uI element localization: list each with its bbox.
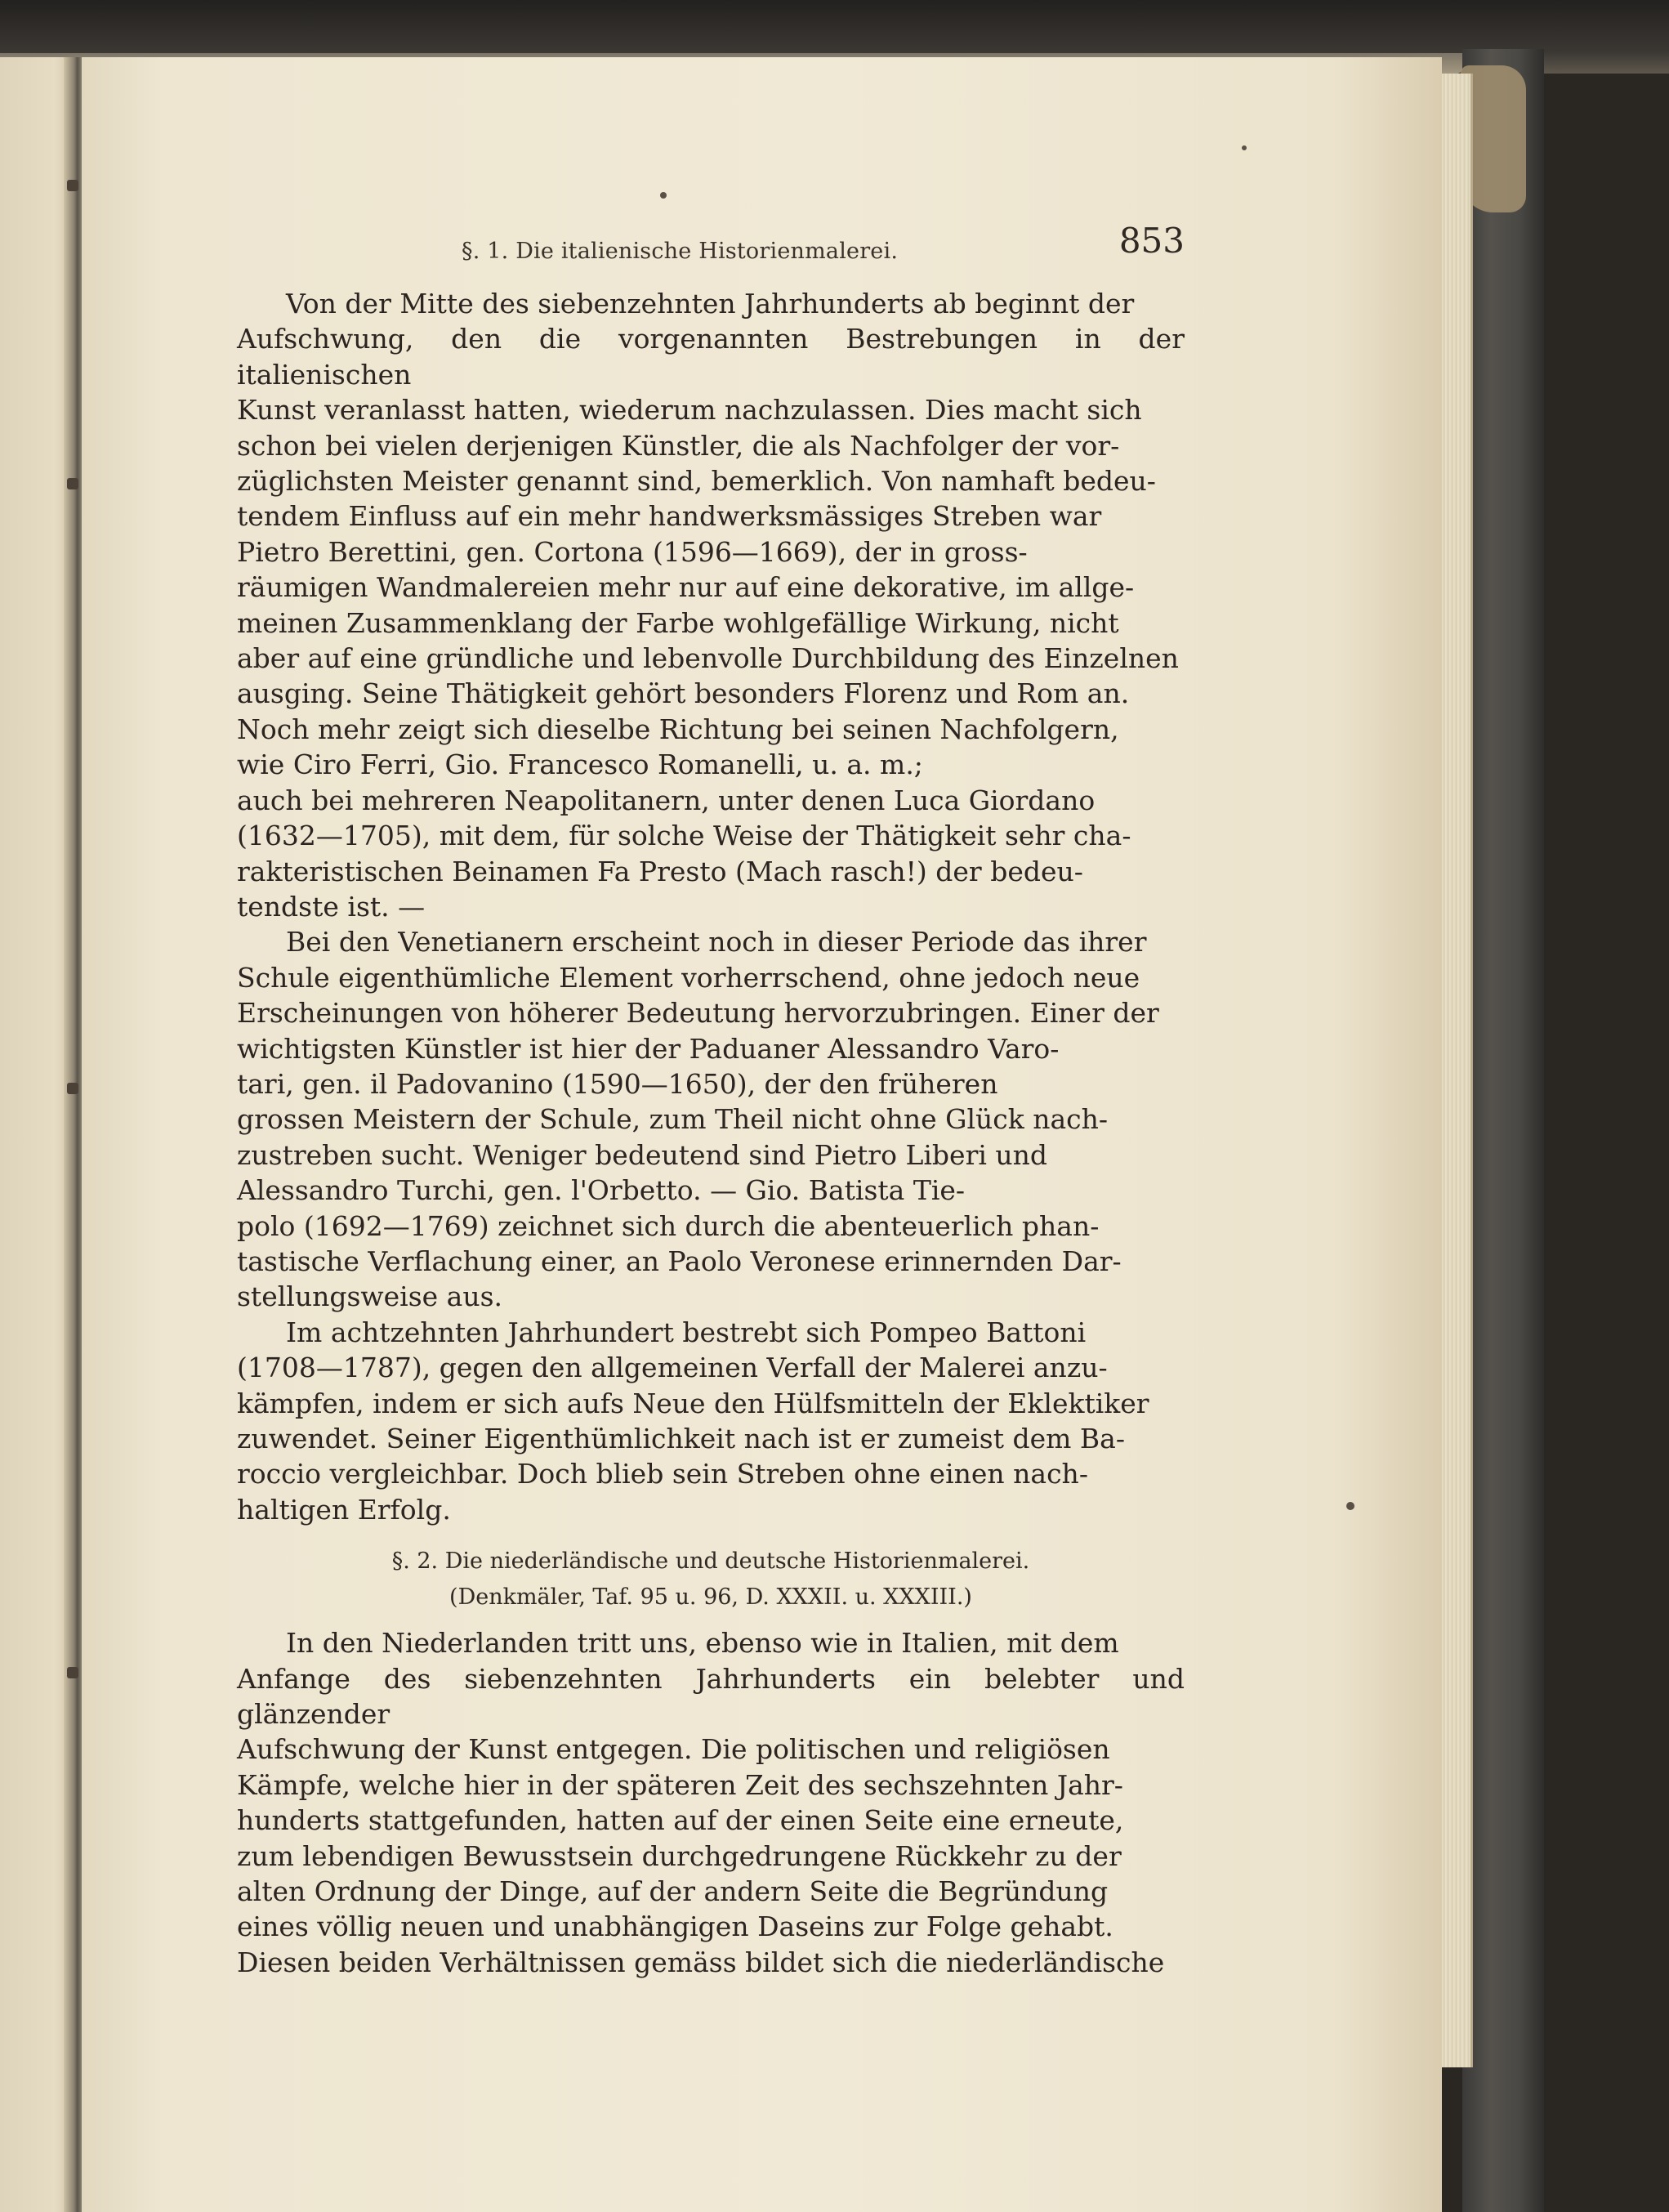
section-reference: (Denkmäler, Taf. 95 u. 96, D. XXXII. u. XXXIII.)	[449, 1584, 972, 1611]
text-line: Alessandro Turchi, gen. l'Orbetto. — Gio. Batista Tie-	[237, 1174, 966, 1207]
text-line: tendem Einfluss auf ein mehr handwerksmässiges Streben war	[237, 500, 1102, 533]
text-line: haltigen Erfolg.	[237, 1493, 451, 1526]
text-line: Noch mehr zeigt sich dieselbe Richtung bei seinen Nachfolgern,	[237, 713, 1119, 745]
text-line: Kämpfe, welche hier in der späteren Zeit des sechszehnten Jahr-	[237, 1768, 1123, 1801]
text-line: zum lebendigen Bewusstsein durchgedrungene Rückkehr zu der	[237, 1839, 1122, 1872]
text-line: tari, gen. il Padovanino (1590—1650), der den früheren	[237, 1067, 998, 1100]
page-number: 853	[1118, 221, 1185, 261]
book-cover-edge	[1462, 49, 1544, 2212]
margin-mark	[67, 478, 78, 489]
margin-mark	[67, 1667, 78, 1678]
text-line: Erscheinungen von höherer Bedeutung hervorzubringen. Einer der	[237, 997, 1159, 1030]
text-line: Bei den Venetianern erscheint noch in dieser Periode das ihrer	[286, 926, 1147, 959]
text-line: Von der Mitte des siebenzehnten Jahrhunderts ab beginnt der	[286, 288, 1135, 320]
text-line: Schule eigenthümliche Element vorherrschend, ohne jedoch neue	[237, 961, 1140, 994]
text-line: alten Ordnung der Dinge, auf der andern Seite die Begründung	[237, 1875, 1109, 1908]
text-line: Aufschwung der Kunst entgegen. Die politischen und religiösen	[237, 1733, 1110, 1766]
running-head-title: §. 1. Die italienische Historienmalerei.	[462, 239, 899, 264]
text-line: Kunst veranlasst hatten, wiederum nachzulassen. Dies macht sich	[237, 394, 1142, 427]
speck	[660, 192, 667, 199]
text-line: ausging. Seine Thätigkeit gehört besonders Florenz und Rom an.	[237, 677, 1130, 710]
text-line: Aufschwung, den die vorgenannten Bestrebungen in der italienischen	[237, 323, 1185, 391]
text-line: wie Ciro Ferri, Gio. Francesco Romanelli, u. a. m.;	[237, 749, 923, 781]
text-line: grossen Meistern der Schule, zum Theil nicht ohne Glück nach-	[237, 1103, 1109, 1136]
text-line: Im achtzehnten Jahrhundert bestrebt sich Pompeo Battoni	[286, 1316, 1087, 1348]
page-content	[237, 221, 1185, 1980]
text-line: tendste ist. —	[237, 890, 426, 923]
text-line: (1632—1705), mit dem, für solche Weise der Thätigkeit sehr cha-	[237, 820, 1131, 852]
body-text	[237, 286, 1185, 1980]
text-line: zuwendet. Seiner Eigenthümlichkeit nach ist er zumeist dem Ba-	[237, 1423, 1125, 1455]
text-line: zustreben sucht. Weniger bedeutend sind Pietro Liberi und	[237, 1138, 1048, 1171]
text-line: meinen Zusammenklang der Farbe wohlgefällige Wirkung, nicht	[237, 606, 1119, 639]
text-line: räumigen Wandmalereien mehr nur auf eine dekorative, im allge-	[237, 571, 1135, 604]
speck	[1242, 145, 1247, 150]
text-line: stellungsweise aus.	[237, 1280, 503, 1313]
text-line: eines völlig neuen und unabhängigen Daseins zur Folge gehabt.	[237, 1910, 1113, 1943]
text-line: züglichsten Meister genannt sind, bemerklich. Von namhaft bedeu-	[237, 465, 1156, 498]
text-line: Diesen beiden Verhältnissen gemäss bildet sich die niederländische	[237, 1946, 1165, 1978]
paragraph-4	[237, 1625, 1185, 1980]
text-line: tastische Verflachung einer, an Paolo Veronese erinnernden Dar-	[237, 1245, 1122, 1277]
text-line: kämpfen, indem er sich aufs Neue den Hülfsmitteln der Eklektiker	[237, 1387, 1149, 1419]
speck	[1346, 1502, 1354, 1510]
paragraph-1	[237, 286, 1185, 924]
section-heading	[237, 1544, 1185, 1615]
text-line: Anfange des siebenzehnten Jahrhunderts ein belebter und glänzender	[237, 1662, 1185, 1731]
paragraph-2	[237, 924, 1185, 1314]
text-line: polo (1692—1769) zeichnet sich durch die abenteuerlich phan-	[237, 1209, 1100, 1242]
running-head	[237, 221, 1185, 270]
paragraph-3	[237, 1315, 1185, 1527]
text-line: roccio vergleichbar. Doch blieb sein Streben ohne einen nach-	[237, 1458, 1088, 1490]
text-line: wichtigsten Künstler ist hier der Paduaner Alessandro Varo-	[237, 1032, 1060, 1065]
text-line: schon bei vielen derjenigen Künstler, die als Nachfolger der vor-	[237, 429, 1120, 462]
text-line: (1708—1787), gegen den allgemeinen Verfall der Malerei anzu-	[237, 1352, 1108, 1384]
text-line: aber auf eine gründliche und lebenvolle Durchbildung des Einzelnen	[237, 642, 1179, 675]
margin-mark	[67, 1083, 78, 1094]
text-line: Pietro Berettini, gen. Cortona (1596—1669), der in gross-	[237, 535, 1028, 568]
text-line: hunderts stattgefunden, hatten auf der einen Seite eine erneute,	[237, 1804, 1124, 1837]
margin-mark	[67, 180, 78, 191]
section-title: §. 2. Die niederländische und deutsche Historienmalerei.	[391, 1548, 1030, 1575]
text-line: In den Niederlanden tritt uns, ebenso wie in Italien, mit dem	[286, 1627, 1119, 1660]
text-line: rakteristischen Beinamen Fa Presto (Mach rasch!) der bedeu-	[237, 855, 1083, 887]
text-line: auch bei mehreren Neapolitanern, unter denen Luca Giordano	[237, 784, 1096, 816]
